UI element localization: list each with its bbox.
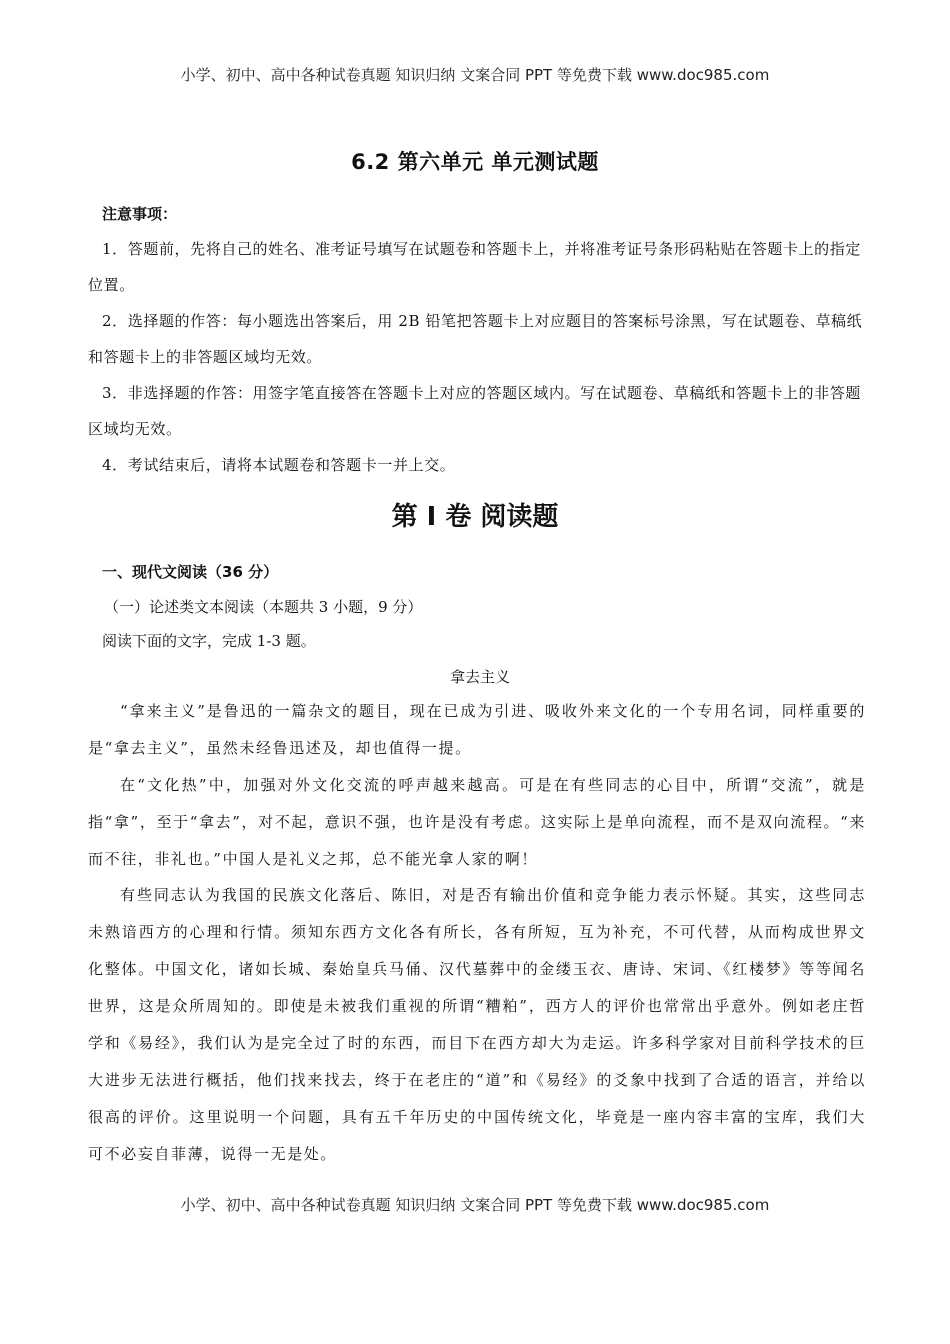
document-title: 6.2 第六单元 单元测试题	[351, 150, 599, 174]
essay-paragraph: 有些同志认为我国的民族文化落后、陈旧，对是否有输出价值和竞争能力表示怀疑。其实，这些同志未熟谙西方的心理和行情。须知东西方文化各有所长，各有所短，互为补充，不可代替，从而构成世界文化整体。中国文化，诸如长城、秦始皇兵马俑、汉代墓葬中的金缕玉衣、唐诗、宋词、《红楼梦》等等闻名世界，这是众所周知的。即使是未被我们重视的所谓“糟粕”，西方人的评价也常常出乎意外。例如老庄哲学和《易经》，我们认为是完全过了时的东西，而目下在西方却大为走运。许多科学家对目前科学技术的巨大进步无法进行概括，他们找来找去，终于在老庄的“道”和《易经》的爻象中找到了合适的语言，并给以很高的评价。这里说明一个问题，具有五千年历史的中国传统文化，毕竟是一座内容丰富的宝库，我们大可不必妄自菲薄，说得一无是处。	[88, 886, 866, 1163]
part-heading: 一、现代文阅读（36 分）	[102, 563, 279, 581]
notice-item: 3．非选择题的作答：用签字笔直接答在答题卡上对应的答题区域内。写在试题卷、草稿纸和答题卡上的非答题区域均无效。	[88, 384, 861, 438]
reading-instruction: 阅读下面的文字，完成 1-3 题。	[102, 632, 316, 650]
sub-heading: （一）论述类文本阅读（本题共 3 小题，9 分）	[104, 598, 423, 616]
notice-item: 1．答题前，先将自己的姓名、准考证号填写在试题卷和答题卡上，并将准考证号条形码粘贴在答题卡上的指定位置。	[88, 240, 861, 294]
section-title: 第 I 卷 阅读题	[391, 502, 559, 532]
essay-paragraph: “拿来主义”是鲁迅的一篇杂文的题目，现在已成为引进、吸收外来文化的一个专用名词，同样重要的是“拿去主义”，虽然未经鲁迅述及，却也值得一提。	[88, 702, 866, 757]
page-header-banner: 小学、初中、高中各种试卷真题 知识归纳 文案合同 PPT 等免费下载 www.doc985.com	[180, 66, 770, 84]
essay-title: 拿去主义	[449, 668, 510, 686]
notice-item: 4．考试结束后，请将本试题卷和答题卡一并上交。	[102, 456, 456, 474]
notice-heading: 注意事项：	[102, 205, 178, 223]
notice-item: 2．选择题的作答：每小题选出答案后，用 2B 铅笔把答题卡上对应题目的答案标号涂黑，写在试题卷、草稿纸和答题卡上的非答题区域均无效。	[88, 312, 863, 366]
page-footer-banner: 小学、初中、高中各种试卷真题 知识归纳 文案合同 PPT 等免费下载 www.doc985.com	[180, 1196, 770, 1214]
essay-paragraph: 在“文化热”中，加强对外文化交流的呼声越来越高。可是在有些同志的心目中，所谓“交流”，就是指“拿”，至于“拿去”，对不起，意识不强，也许是没有考虑。这实际上是单向流程，而不是双向流程。“来而不往，非礼也。”中国人是礼义之邦，总不能光拿人家的啊！	[88, 776, 866, 868]
